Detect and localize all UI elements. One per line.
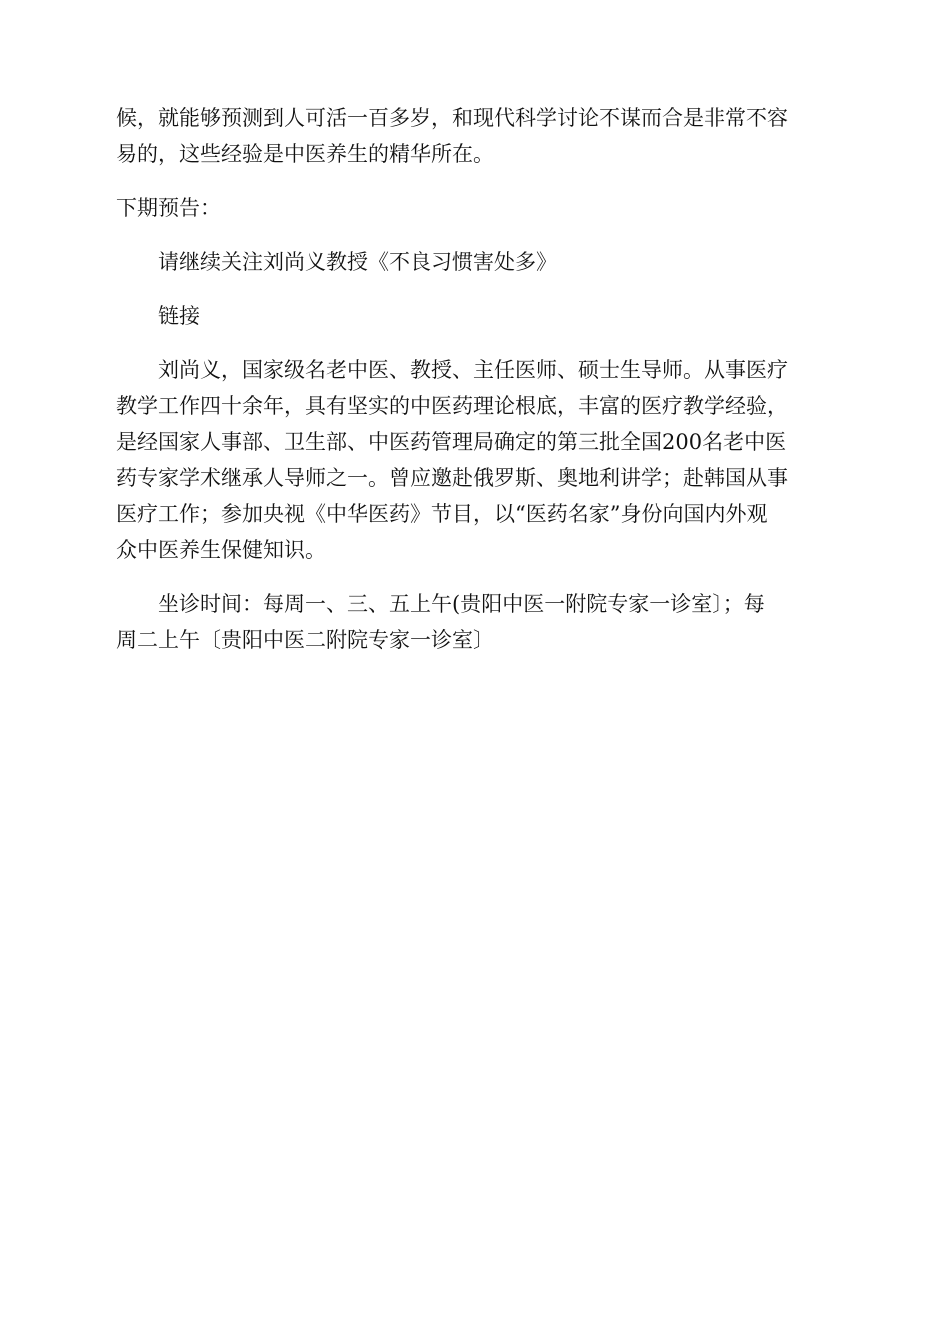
text-line: 坐诊时间：每周一、三、五上午(贵阳中医一附院专家一诊室〕；每 — [158, 592, 765, 616]
text-line: 易的，这些经验是中医养生的精华所在。 — [116, 142, 494, 166]
link-label: 链接 — [158, 304, 200, 328]
document-page — [116, 100, 832, 676]
text-line: 是经国家人事部、卫生部、中医药管理局确定的第三批全国200名老中医 — [116, 430, 787, 454]
text-line: 药专家学术继承人导师之一。曾应邀赴俄罗斯、奥地利讲学；赴韩国从事 — [116, 466, 788, 490]
text-line: 周二上午〔贵阳中医二附院专家一诊室〕 — [116, 628, 494, 652]
text-line: 候，就能够预测到人可活一百多岁，和现代科学讨论不谋而合是非常不容 — [116, 106, 788, 130]
paragraph-schedule — [116, 586, 832, 658]
next-preview-text: 请继续关注刘尚义教授《不良习惯害处多》 — [158, 250, 557, 274]
text-line: 医疗工作；参加央视《中华医药》节目，以“医药名家”身份向国内外观 — [116, 502, 768, 526]
text-line: 教学工作四十余年，具有坚实的中医药理论根底，丰富的医疗教学经验， — [116, 394, 788, 418]
paragraph-longevity — [116, 100, 832, 172]
text-line: 刘尚义，国家级名老中医、教授、主任医师、硕士生导师。从事医疗 — [158, 358, 788, 382]
paragraph-bio — [116, 352, 832, 568]
text-line: 众中医养生保健知识。 — [116, 538, 326, 562]
next-preview-label: 下期预告： — [116, 196, 221, 220]
